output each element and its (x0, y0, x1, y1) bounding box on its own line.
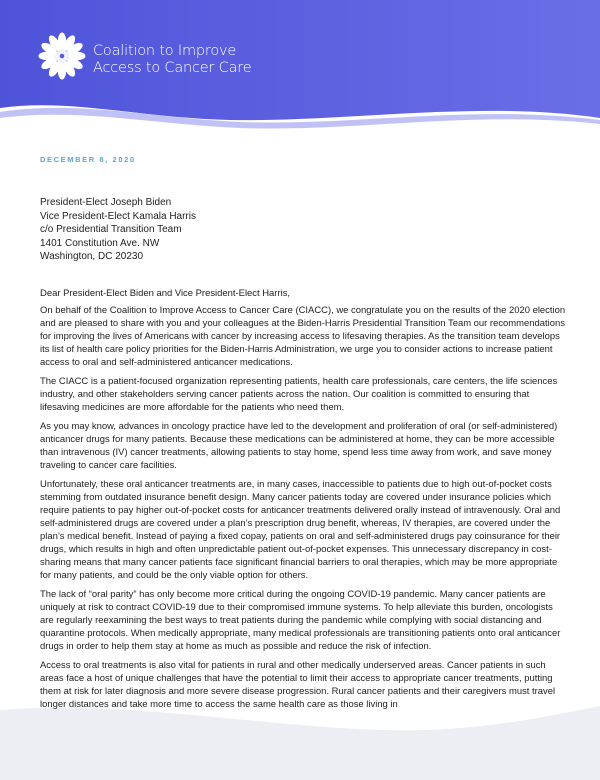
body-paragraph: As you may know, advances in oncology practice have led to the development and proliferation of oral (or self-administered) anticancer drugs for many patients. Because these medications can be administered at home, they can be more accessible than intravenous (IV) cancer treatments, allowing patients to stay home, spend less time away from work, and save money traveling to cancer care facilities. (40, 421, 558, 471)
address-line: 1401 Constitution Ave. NW (40, 237, 160, 249)
organization-name-line2: Access to Cancer Care (93, 60, 252, 76)
letterhead-wave (0, 0, 600, 135)
body-paragraph: On behalf of the Coalition to Improve Access to Cancer Care (CIACC), we congratulate you on the results of the 2020 election and are pleased to share with you and your colleagues at the Biden-Harris Presidential Transition Team our recommendations for improving the lives of Americans with cancer by increasing access to lifesaving therapies. As the transition team develops its list of health care policy priorities for the Biden-Harris Administration, we urge you to consider actions to increase patient access to oral and self-administered anticancer medications. (40, 305, 566, 368)
body-paragraph: Access to oral treatments is also vital for patients in rural and other medically underserved areas. Cancer patients in such areas face a host of unique challenges that have the potential to limit their access to appropriate cancer treatments, putting them at risk for later diagnosis and more severe disease progression. Rural cancer patients and their caregivers must travel longer distances and take more time to access the same health care as those living in (40, 660, 556, 710)
salutation: Dear President-Elect Biden and Vice President-Elect Harris, (40, 288, 291, 299)
address-line: Washington, DC 20230 (40, 251, 144, 262)
body-paragraph: The lack of “oral parity” has only become more critical during the ongoing COVID-19 pandemic. Many cancer patients are uniquely at risk to contract COVID-19 due to their compromised immune systems. To help alleviate this burden, oncologists are regularly reexamining the best ways to treat patients during the pandemic while complying with social distancing and quarantine protocols. When medically appropriate, many medical professionals are transitioning patients onto oral anticancer drugs in order to help them stay at home as much as possible and reduce the risk of infection. (40, 589, 561, 652)
body-paragraph: The CIACC is a patient-focused organization representing patients, health care professionals, care centers, the life sciences industry, and other stakeholders serving cancer patients across the nation. Our coalition is committed to ensuring that lifesaving medicines are more affordable for the patients who need them. (40, 376, 558, 413)
address-line: Vice President-Elect Kamala Harris (40, 210, 196, 222)
recipient-address (40, 196, 196, 264)
coalition-logo-icon (36, 30, 88, 82)
address-line: President-Elect Joseph Biden (40, 197, 172, 208)
letter-body (40, 287, 568, 717)
letter-date: DECEMBER 8, 2020 (40, 155, 136, 164)
letterhead-band (0, 0, 600, 135)
address-line: c/o Presidential Transition Team (40, 224, 182, 235)
organization-name (93, 43, 251, 77)
body-paragraph: Unfortunately, these oral anticancer treatments are, in many cases, inaccessible to patients due to high out-of-pocket costs stemming from outdated insurance benefit design. Many cancer patients today are covered under insurance policies which require patients to pay higher out-of-pocket costs for anticancer treatments delivered orally instead of intravenously. Oral and self-administered drugs are covered under a plan’s prescription drug benefit, whereas, IV therapies, are covered under the plan’s medical benefit. Instead of paying a fixed copay, patients on oral and self-administered drugs pay coinsurance for their drugs, which results in high and often unpredictable patient out-of-pocket expenses. This unnecessary discrepancy in cost-sharing means that many cancer patients face significant financial barriers to oral therapies, which may be more appropriate for many patients, and could be the only viable option for others. (40, 479, 561, 581)
organization-name-line1: Coalition to Improve (93, 43, 237, 59)
